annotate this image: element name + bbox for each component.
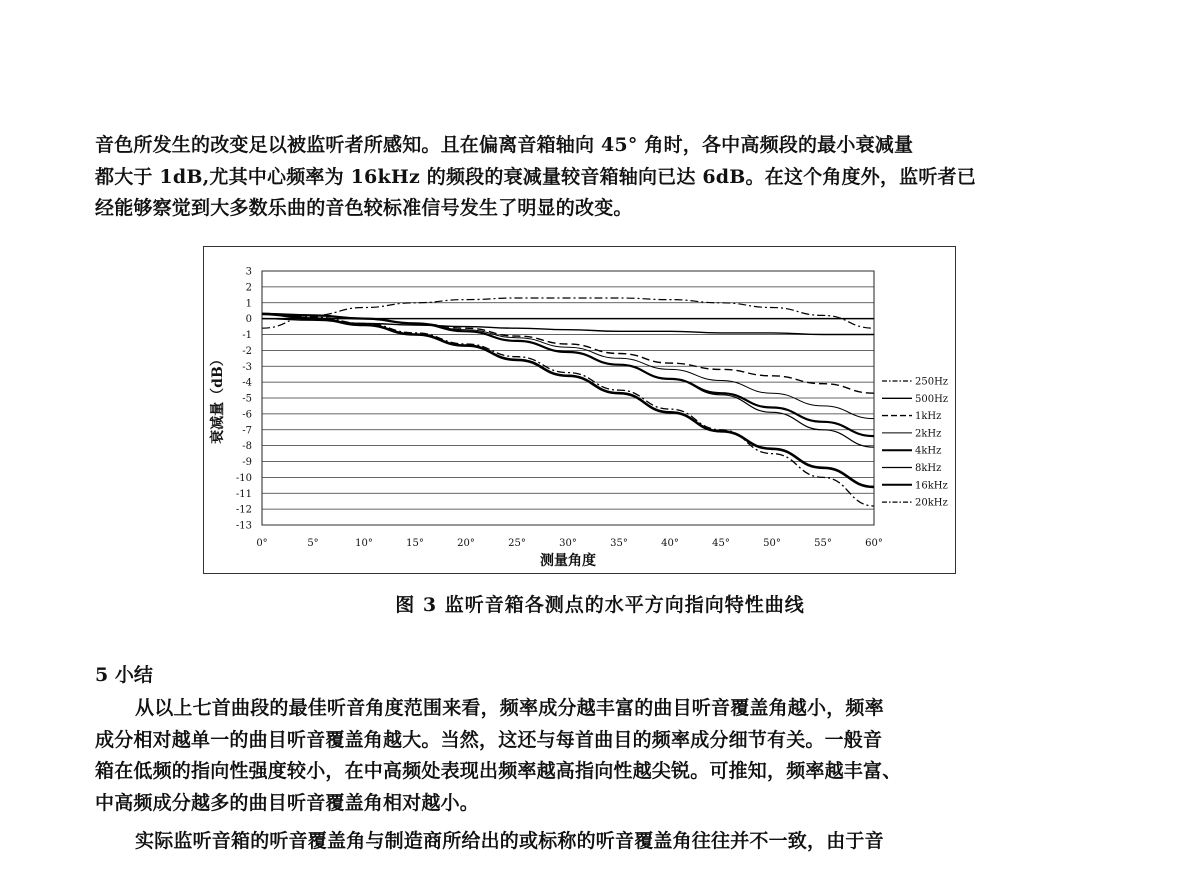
text-line: 实际监听音箱的听音覆盖角与制造商所给出的或标称的听音覆盖角往往并不一致，由于音	[135, 830, 884, 852]
y-tick-label: 0	[245, 314, 252, 326]
y-tick-label: -7	[242, 425, 252, 437]
text-line: 中高频成分越多的曲目听音覆盖角相对越小。	[95, 791, 480, 814]
text-line: 音色所发生的改变足以被监听者所感知。且在偏离音箱轴向 45° 角时，各中高频段的最小衰减量	[95, 134, 914, 156]
y-tick-label: 2	[245, 282, 252, 294]
y-tick-label: -2	[242, 345, 252, 357]
y-tick-label: -11	[235, 488, 252, 500]
text-line: 都大于 1dB,尤其中心频率为 16kHz 的频段的衰减量较音箱轴向已达 6dB。在这个角度外，监听者已	[95, 165, 976, 188]
y-tick-label: -1	[242, 330, 252, 341]
legend-label: 1kHz	[915, 411, 942, 423]
x-tick-label: 25°	[508, 538, 526, 549]
y-tick-label: 3	[245, 266, 252, 278]
legend-label: 16kHz	[915, 480, 948, 492]
y-tick-label: -4	[242, 377, 252, 389]
y-tick-label: -13	[235, 520, 252, 532]
x-tick-label: 35°	[610, 538, 628, 549]
x-tick-label: 50°	[763, 538, 781, 549]
x-tick-label: 45°	[712, 538, 730, 549]
x-tick-label: 30°	[559, 538, 577, 549]
y-tick-label: -9	[242, 457, 252, 468]
y-tick-label: 1	[245, 298, 252, 310]
series-line-16kHz	[262, 314, 874, 487]
x-tick-label: 55°	[814, 538, 832, 549]
series-line-8kHz	[262, 314, 874, 447]
x-tick-label: 10°	[355, 538, 373, 549]
y-tick-label: -6	[242, 409, 252, 421]
legend-label: 2kHz	[915, 428, 942, 440]
legend-label: 20kHz	[915, 497, 948, 509]
x-tick-label: 40°	[661, 538, 679, 549]
text-line: 箱在低频的指向性强度较小，在中高频处表现出频率越高指向性越尖锐。可推知，频率越丰富、	[95, 760, 902, 782]
series-line-500Hz	[262, 319, 874, 335]
x-tick-label: 0°	[256, 538, 268, 549]
text-line: 经能够察觉到大多数乐曲的音色较标准信号发生了明显的改变。	[95, 197, 633, 219]
paragraph-top	[95, 130, 1080, 225]
y-tick-label: -3	[242, 361, 252, 373]
figure-chart	[203, 246, 956, 574]
legend-label: 250Hz	[915, 376, 949, 388]
y-axis-label: 衰减量（dB）	[210, 352, 226, 444]
x-tick-label: 5°	[307, 538, 319, 549]
figure-caption: 图 3 监听音箱各测点的水平方向指向特性曲线	[395, 594, 805, 616]
y-tick-label: -10	[235, 472, 252, 484]
x-tick-label: 20°	[457, 538, 475, 549]
text-line: 从以上七首曲段的最佳听音角度范围来看，频率成分越丰富的曲目听音覆盖角越小，频率	[135, 697, 884, 719]
legend-label: 500Hz	[915, 393, 949, 405]
paragraph-summary	[95, 693, 1080, 819]
series-line-1kHz	[262, 314, 874, 393]
x-axis-label: 测量角度	[540, 553, 596, 569]
directivity-chart	[204, 247, 957, 575]
legend-label: 4kHz	[915, 445, 942, 457]
y-tick-label: -8	[242, 441, 252, 453]
x-tick-label: 15°	[406, 538, 424, 549]
x-tick-label: 60°	[865, 538, 883, 549]
y-tick-label: -12	[235, 504, 252, 516]
legend-label: 8kHz	[915, 463, 942, 474]
section-heading: 5 小结	[95, 664, 153, 686]
paragraph-last	[95, 826, 1080, 858]
y-tick-label: -5	[242, 393, 252, 405]
text-line: 成分相对越单一的曲目听音覆盖角越大。当然，这还与每首曲目的频率成分细节有关。一般音	[95, 728, 883, 751]
